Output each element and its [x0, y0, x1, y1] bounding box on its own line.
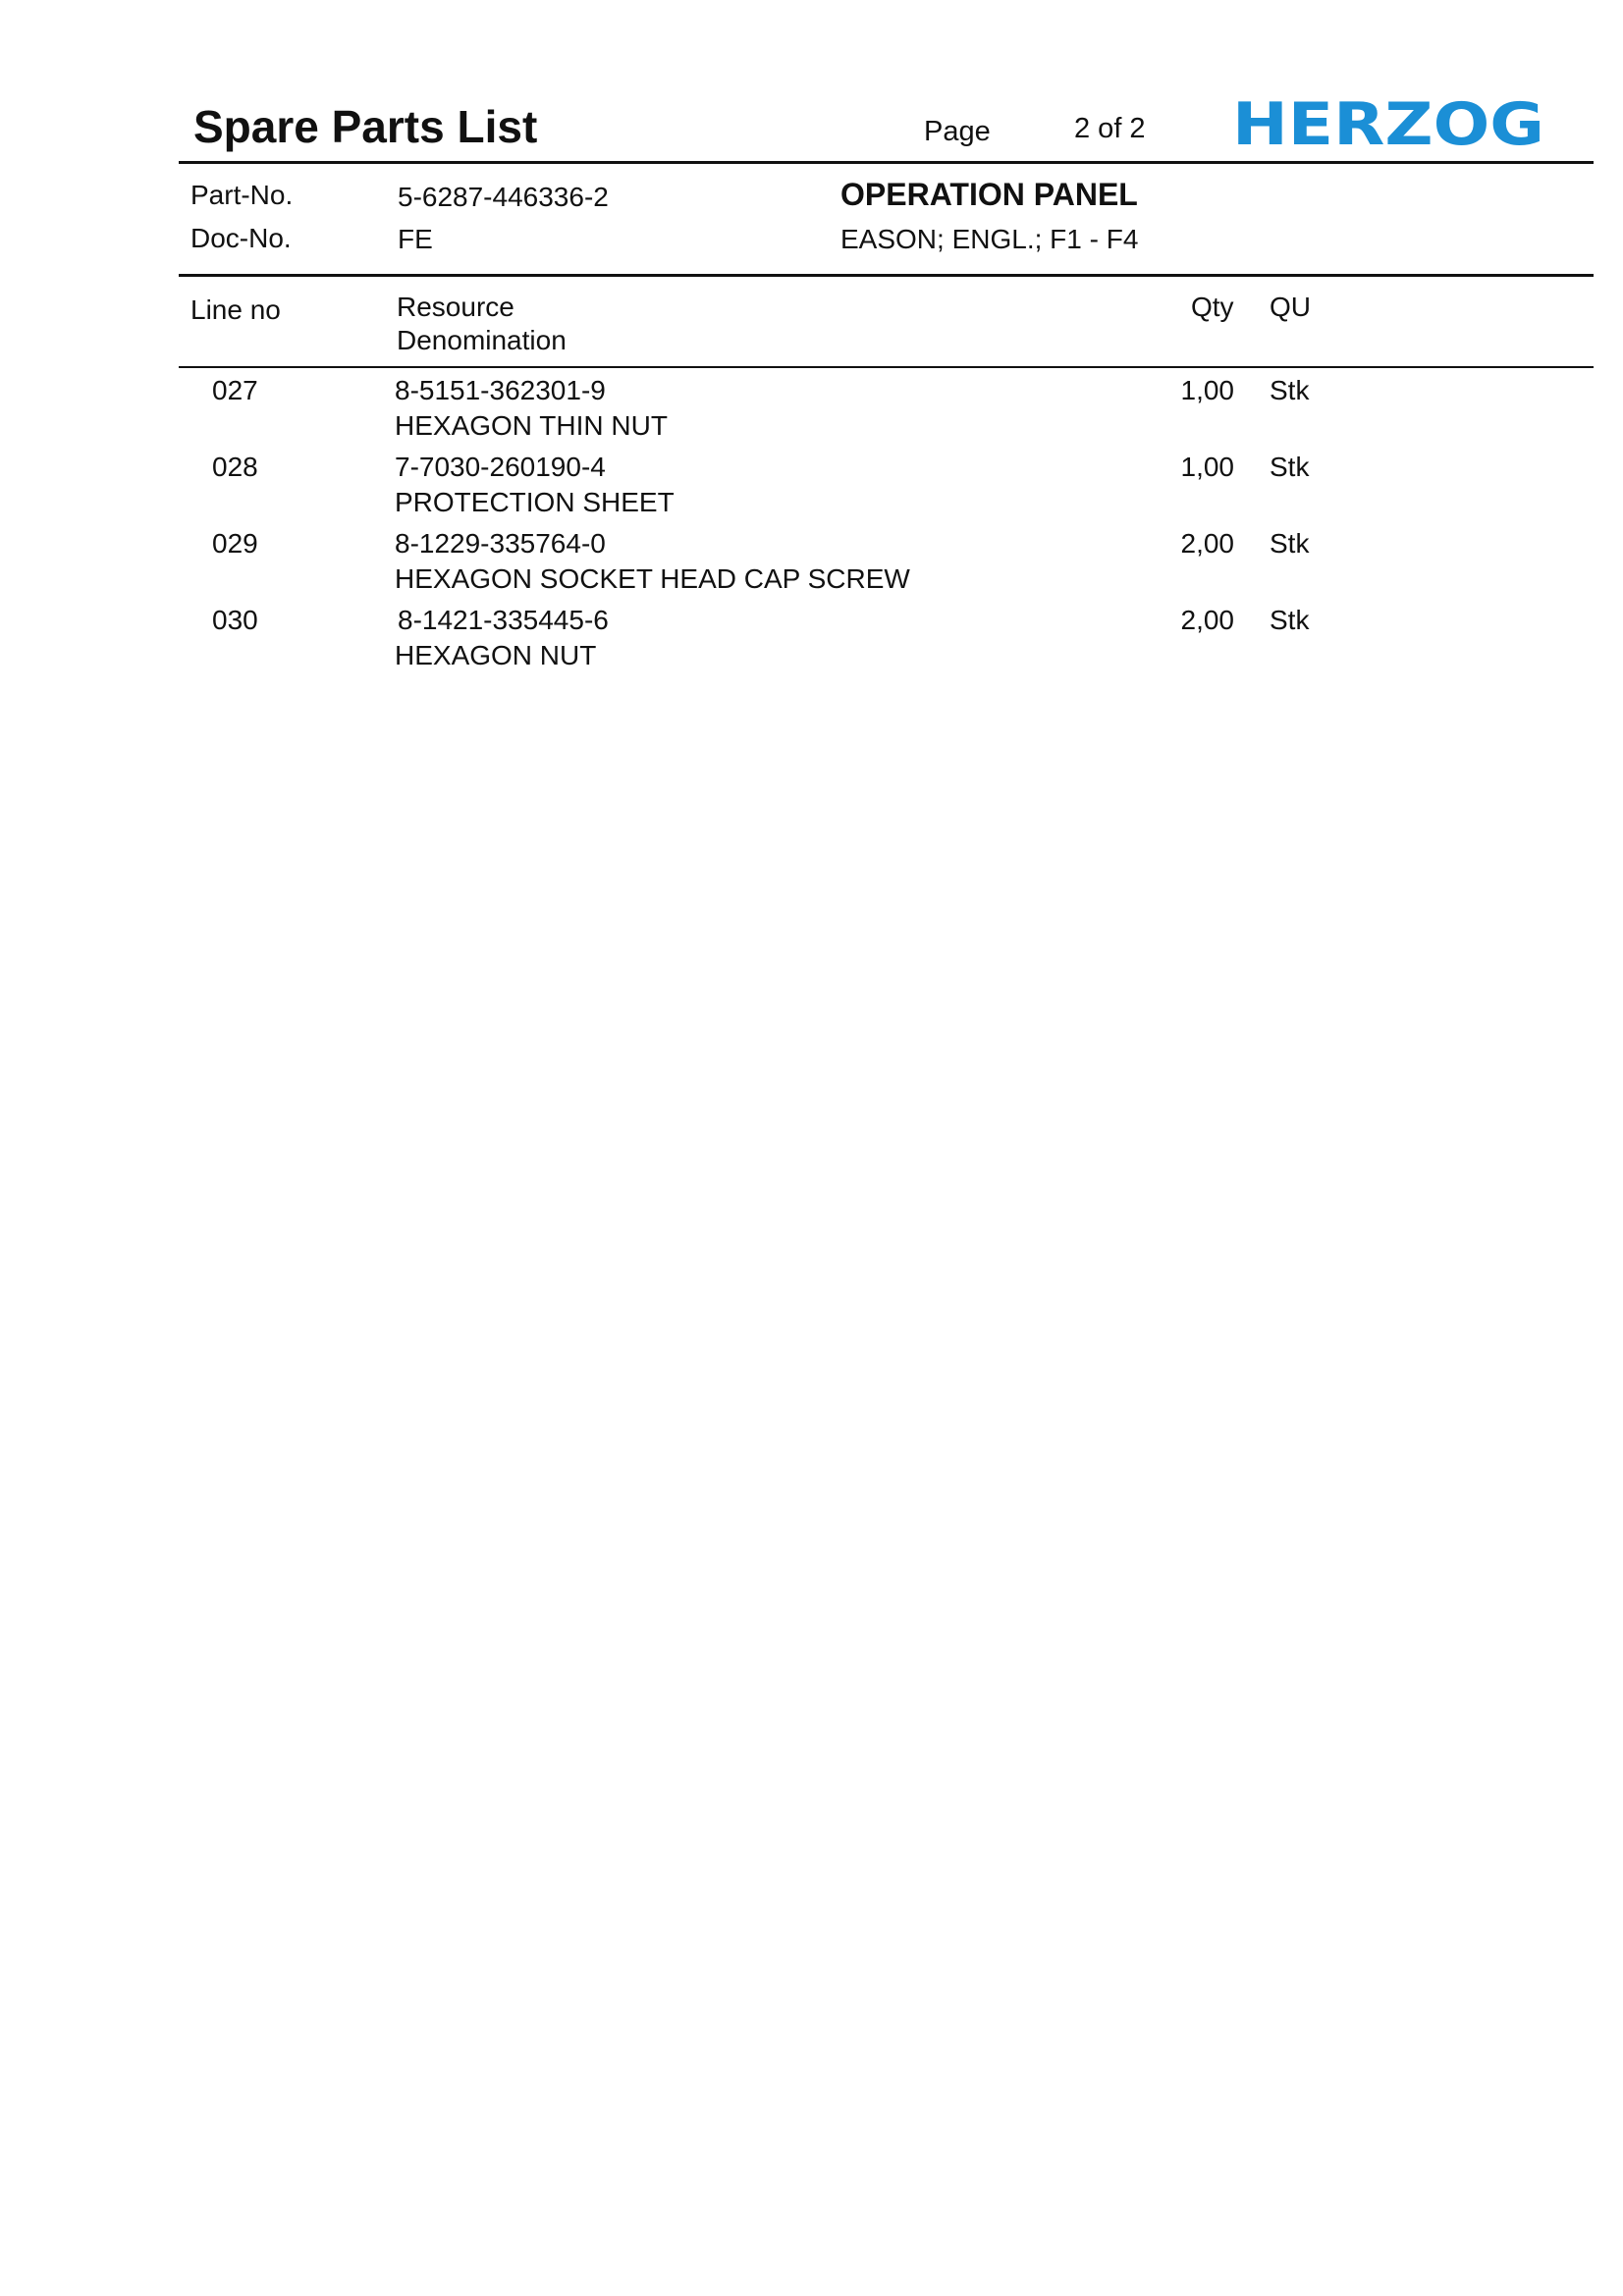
row-denomination: HEXAGON THIN NUT	[395, 410, 668, 441]
row-resource: 8-1421-335445-6	[398, 605, 609, 635]
row-qty: 2,00	[1180, 605, 1234, 635]
svg-text:HERZOG: HERZOG	[1232, 96, 1544, 151]
doc-no-label: Doc-No.	[190, 223, 292, 253]
row-denomination: HEXAGON NUT	[395, 640, 597, 670]
row-qty: 1,00	[1180, 375, 1234, 405]
header-denomination: Denomination	[397, 325, 567, 355]
panel-subtitle: EASON; ENGL.; F1 - F4	[840, 224, 1139, 254]
row-qu: Stk	[1270, 452, 1310, 482]
row-qty: 2,00	[1180, 528, 1234, 559]
document-title: Spare Parts List	[193, 101, 538, 152]
row-line-no: 030	[212, 605, 258, 635]
header-line-no: Line no	[190, 294, 281, 325]
row-line-no: 028	[212, 452, 258, 482]
header-divider	[179, 161, 1594, 164]
row-qty: 1,00	[1180, 452, 1234, 482]
doc-no-value: FE	[398, 224, 433, 254]
row-resource: 7-7030-260190-4	[395, 452, 606, 482]
row-denomination: PROTECTION SHEET	[395, 487, 675, 517]
meta-divider	[179, 274, 1594, 277]
page-number: 2 of 2	[1074, 113, 1146, 144]
header-qty: Qty	[1191, 292, 1234, 322]
row-qu: Stk	[1270, 375, 1310, 405]
part-no-value: 5-6287-446336-2	[398, 182, 609, 212]
row-qu: Stk	[1270, 528, 1310, 559]
row-line-no: 029	[212, 528, 258, 559]
row-resource: 8-1229-335764-0	[395, 528, 606, 559]
row-denomination: HEXAGON SOCKET HEAD CAP SCREW	[395, 563, 910, 594]
part-no-label: Part-No.	[190, 180, 294, 210]
header-resource: Resource	[397, 292, 514, 322]
header-qu: QU	[1270, 292, 1311, 322]
page-label: Page	[924, 116, 991, 147]
herzog-logo	[1232, 96, 1546, 151]
row-resource: 8-5151-362301-9	[395, 375, 606, 405]
panel-title: OPERATION PANEL	[840, 177, 1138, 212]
table-header-divider	[179, 366, 1594, 368]
row-line-no: 027	[212, 375, 258, 405]
row-qu: Stk	[1270, 605, 1310, 635]
